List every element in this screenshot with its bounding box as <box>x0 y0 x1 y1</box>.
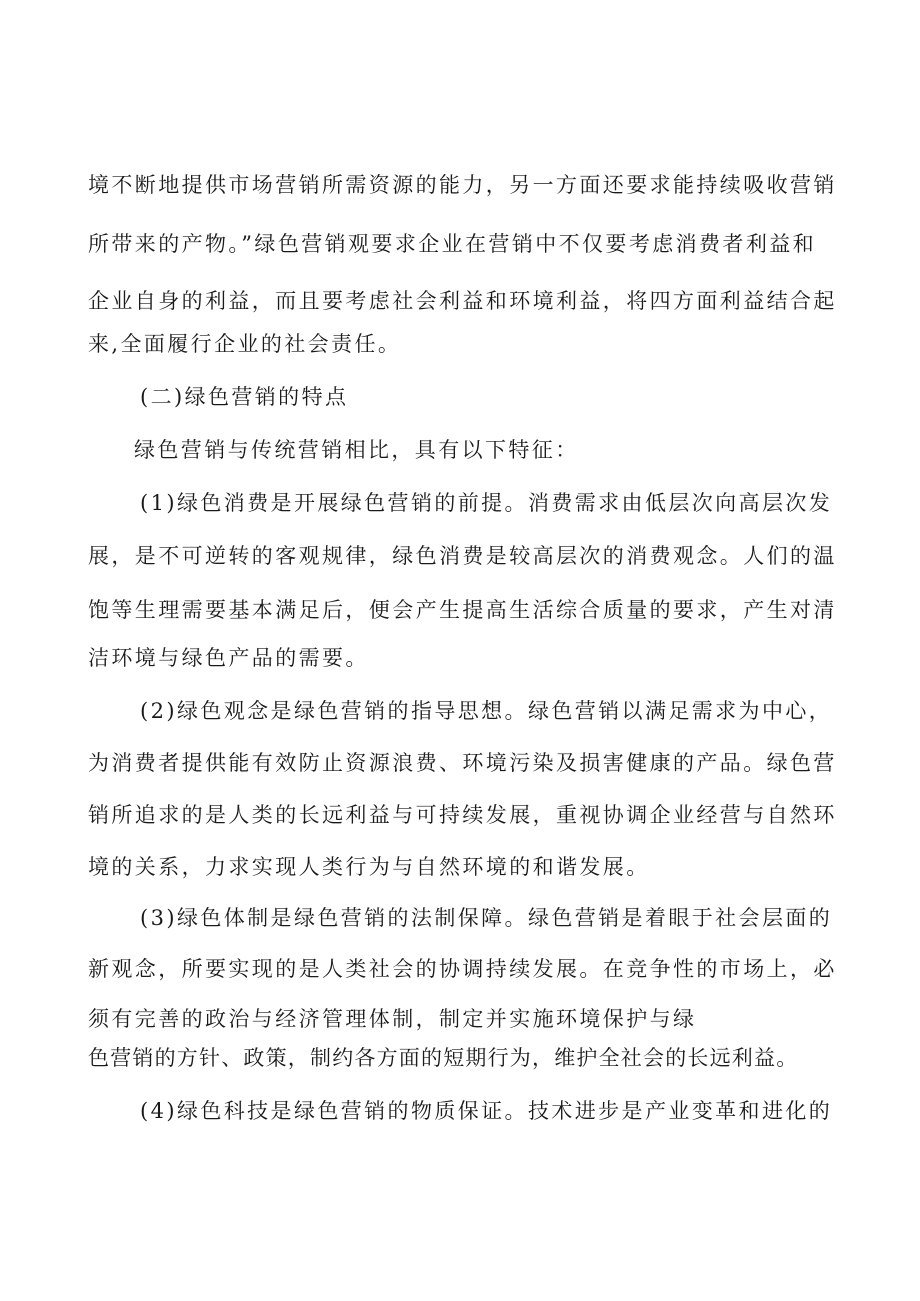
paragraph-line: 饱等生理需要基本满足后，便会产生提高生活综合质量的要求，产生对清 <box>88 598 837 622</box>
paragraph-line: 须有完善的政治与经济管理体制，制定并实施环境保护与绿 <box>88 1007 697 1031</box>
paragraph-line: 新观念，所要实现的是人类社会的协调持续发展。在竞争性的市场上，必 <box>88 957 837 981</box>
section-heading: (二)绿色营销的特点 <box>140 385 349 409</box>
paragraph-line: 来,全面履行企业的社会责任。 <box>88 332 402 356</box>
paragraph-line: 销所追求的是人类的长远利益与可持续发展，重视协调企业经营与自然环 <box>88 803 837 827</box>
list-item-3-line: (3)绿色体制是绿色营销的法制保障。绿色营销是着眼于社会层面的 <box>140 906 833 930</box>
paragraph-line: 所带来的产物。”绿色营销观要求企业在营销中不仅要考虑消费者利益和 <box>88 232 817 256</box>
paragraph-line: 绿色营销与传统营销相比，具有以下特征： <box>134 438 579 462</box>
paragraph-line: 境不断地提供市场营销所需资源的能力，另一方面还要求能持续吸收营销 <box>88 173 837 197</box>
list-item-2-line: (2)绿色观念是绿色营销的指导思想。绿色营销以满足需求为中心， <box>140 699 833 723</box>
paragraph-line: 洁环境与绿色产品的需要。 <box>88 646 369 670</box>
list-item-4-line: (4)绿色科技是绿色营销的物质保证。技术进步是产业变革和进化的 <box>140 1099 833 1123</box>
paragraph-line: 企业自身的利益，而且要考虑社会利益和环境利益，将四方面利益结合起 <box>88 289 837 313</box>
list-item-1-line: (1)绿色消费是开展绿色营销的前提。消费需求由低层次向高层次发 <box>140 491 833 515</box>
paragraph-line: 为消费者提供能有效防止资源浪费、环境污染及损害健康的产品。绿色营 <box>88 751 837 775</box>
paragraph-line: 境的关系，力求实现人类行为与自然环境的和谐发展。 <box>88 855 650 879</box>
paragraph-line: 展，是不可逆转的客观规律，绿色消费是较高层次的消费观念。人们的温 <box>88 544 837 568</box>
paragraph-line: 色营销的方针、政策，制约各方面的短期行为，维护全社会的长远利益。 <box>88 1046 799 1070</box>
